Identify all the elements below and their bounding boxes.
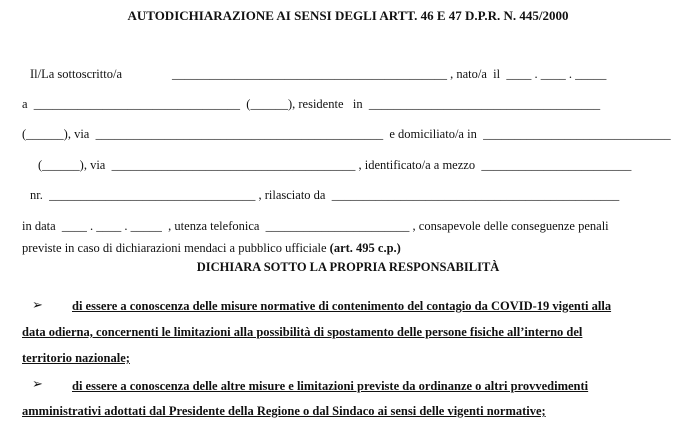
form-line-name-birth: Il/La sottoscritto/a ____________________________________________ , nato/a il ____ . ____ . _____ (30, 67, 607, 81)
bullet-arrow-icon: ➢ (32, 297, 43, 312)
penal-notice-article: (art. 495 c.p.) (329, 241, 401, 255)
section-heading: DICHIARA SOTTO LA PROPRIA RESPONSABILITÀ (196, 260, 500, 274)
form-line-domicile: (______), via ______________________________________________ e domiciliato/a in ______________________________ (22, 127, 671, 141)
bullet-2-line-2: amministrativi adottati dal Presidente della Regione o dal Sindaco ai sensi delle vigenti normative; (22, 404, 546, 418)
form-line-document-number: nr. _________________________________ , rilasciato da ______________________________________________ (30, 188, 620, 202)
bullet-arrow-icon: ➢ (32, 376, 43, 391)
form-line-residence: a _________________________________ (______), residente in _____________________________________ (22, 97, 601, 111)
form-line-identification: (______), via _______________________________________ , identificato/a a mezzo ________________________ (38, 158, 632, 172)
form-line-date-phone: in data ____ . ____ . _____ , utenza telefonica _______________________ , consapevole delle conseguenze penali (22, 219, 609, 233)
penal-notice-text: previste in caso di dichiarazioni mendaci a pubblico ufficiale (22, 241, 330, 255)
bullet-1-line-2: data odierna, concernenti le limitazioni alla possibilità di spostamento delle persone fisiche all’interno del (22, 325, 583, 339)
bullet-1-line-1: di essere a conoscenza delle misure normative di contenimento del contagio da COVID-19 vigenti alla (72, 299, 612, 313)
bullet-1-line-3: territorio nazionale; (22, 351, 130, 365)
document-title: AUTODICHIARAZIONE AI SENSI DEGLI ARTT. 46 E 47 D.P.R. N. 445/2000 (127, 8, 569, 23)
form-line-penal-notice (22, 240, 401, 256)
bullet-2-line-1: di essere a conoscenza delle altre misure e limitazioni previste da ordinanze o altri provvedimenti (72, 379, 589, 393)
